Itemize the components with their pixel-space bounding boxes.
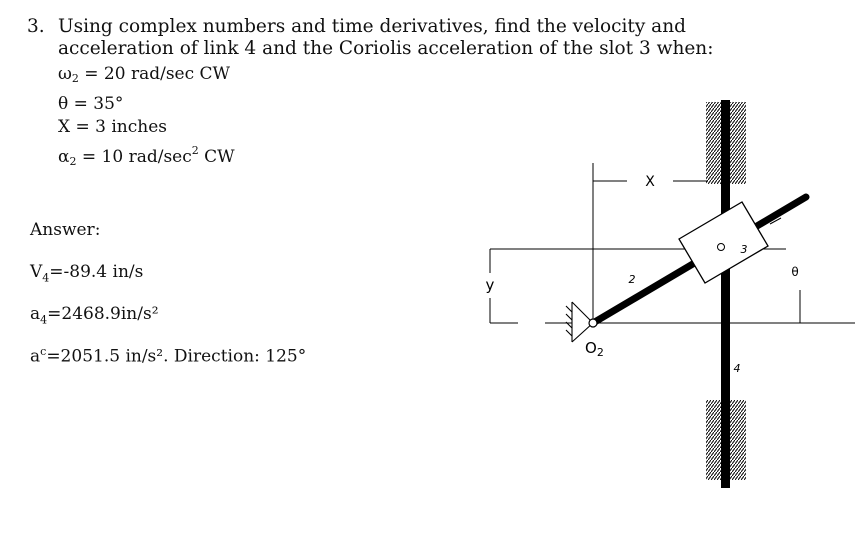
label-theta: θ xyxy=(791,265,799,279)
pivot-pin xyxy=(589,319,597,327)
label-link-3: 3 xyxy=(740,243,748,256)
problem-text: Using complex numbers and time derivatives, find the velocity and acceleration of link 4 and the Coriolis acceleration of the slot 3 when: xyxy=(58,16,714,59)
alpha-subscript: 2 xyxy=(69,155,77,168)
omega-value: = 20 rad/sec CW xyxy=(84,64,231,84)
label-x: X xyxy=(645,174,655,190)
given-x: X = 3 inches xyxy=(58,117,168,137)
alpha-value: = 10 rad/sec xyxy=(81,147,192,167)
v4-subscript: 4 xyxy=(42,271,50,285)
alpha-superscript: 2 xyxy=(191,144,199,157)
ac-direction: . Direction: 125° xyxy=(163,346,307,367)
omega-symbol: ω xyxy=(58,64,72,84)
a4-value: =2468.9in/s² xyxy=(47,304,159,324)
label-y: y xyxy=(485,276,495,294)
label-o: $O_2$ xyxy=(585,339,604,359)
v4-label: V xyxy=(30,262,43,282)
given-theta: θ = 35° xyxy=(58,94,124,114)
slider-block xyxy=(679,202,768,283)
ac-superscript: c xyxy=(40,345,47,358)
v4-value: =-89.4 in/s xyxy=(49,262,144,282)
ground-pivot xyxy=(545,302,593,342)
omega-subscript: 2 xyxy=(71,72,79,85)
label-link-4: 4 xyxy=(733,362,741,375)
a4-subscript: 4 xyxy=(40,313,48,327)
ac-label: a xyxy=(30,346,41,367)
alpha-direction: CW xyxy=(204,147,235,167)
alpha-symbol: α xyxy=(58,147,70,167)
ac-value: =2051.5 in/s² xyxy=(46,346,164,367)
problem-number: 3. xyxy=(27,16,45,37)
label-link-2: 2 xyxy=(628,273,636,286)
link-4-bar xyxy=(721,100,730,488)
construction-lines xyxy=(490,163,855,323)
slider-pin xyxy=(718,244,725,251)
a4-label: a xyxy=(30,304,41,324)
answer-heading: Answer: xyxy=(30,220,101,240)
